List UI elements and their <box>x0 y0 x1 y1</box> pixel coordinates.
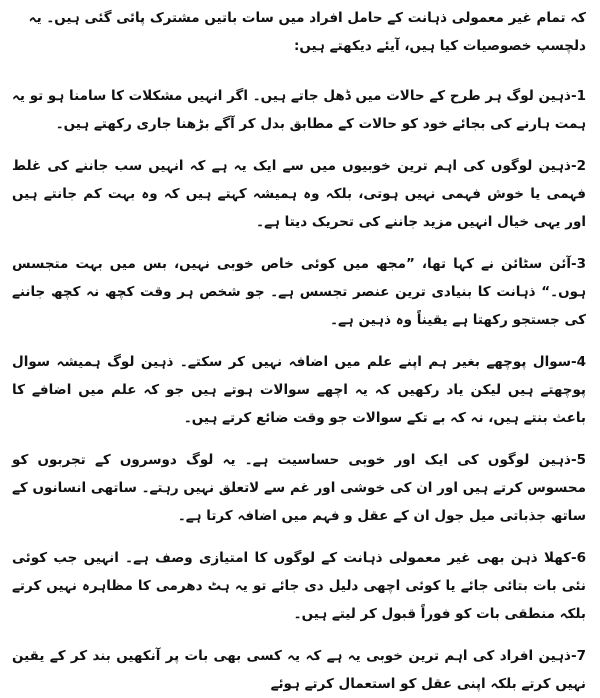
point-5-paragraph: 5-ذہین لوگوں کی ایک اور خوبی حساسیت ہے۔ یہ لوگ دوسروں کے تجربوں کو محسوس کرتے ہیں اور ان کی خوشی اور غم سے لاتعلق نہیں رہتے۔ ساتھی انسانوں کے ساتھ جذباتی میل جول ان کے عقل و فہم میں اضافہ کرتا ہے۔ <box>12 452 586 524</box>
point-3-paragraph: 3-آئن سٹائن نے کہا تھا، ”مجھ میں کوئی خاص خوبی نہیں، بس میں بہت متجسس ہوں۔“ ذہانت کا بنیادی ترین عنصر تجسس ہے۔ جو شخص ہر وقت کچھ نہ کچھ جاننے کی جستجو رکھتا ہے یقیناً وہ ذہین ہے۔ <box>12 256 586 328</box>
intro-paragraph: کہ تمام غیر معمولی ذہانت کے حامل افراد میں سات باتیں مشترک پائی گئی ہیں۔ یہ دلچسپ خصوصیات کیا ہیں، آیئے دیکھتے ہیں: <box>28 10 586 54</box>
point-7-paragraph: 7-ذہین افراد کی اہم ترین خوبی یہ ہے کہ یہ کسی بھی بات پر آنکھیں بند کر کے یقین نہیں کرتے بلکہ اپنی عقل کو استعمال کرتے ہوئے <box>12 648 586 692</box>
point-1-paragraph: 1-ذہین لوگ ہر طرح کے حالات میں ڈھل جاتے ہیں۔ اگر انہیں مشکلات کا سامنا ہو تو یہ ہمت ہارنے کی بجائے خود کو حالات کے مطابق بدل کر آگے بڑھنا جاری رکھتے ہیں۔ <box>12 88 586 132</box>
point-4-paragraph: 4-سوال پوچھے بغیر ہم اپنے علم میں اضافہ نہیں کر سکتے۔ ذہین لوگ ہمیشہ سوال پوچھتے ہیں لیکن یاد رکھیں کہ یہ اچھے سوالات ہوتے ہیں جو کہ علم میں اضافے کا باعث بنتے ہیں، نہ کہ بے تکے سوالات جو وقت ضائع کرتے ہیں۔ <box>12 354 586 426</box>
point-2-paragraph: 2-ذہین لوگوں کی اہم ترین خوبیوں میں سے ایک یہ ہے کہ انہیں سب جاننے کی غلط فہمی یا خوش فہمی نہیں ہوتی، بلکہ وہ ہمیشہ کہتے ہیں کہ وہ بہت کم جانتے ہیں اور یہی خیال انہیں مزید جاننے کی تحریک دیتا ہے۔ <box>12 158 586 230</box>
point-6-paragraph: 6-کھلا ذہن بھی غیر معمولی ذہانت کے لوگوں کا امتیازی وصف ہے۔ انہیں جب کوئی نئی بات بتائی جائے یا کوئی اچھی دلیل دی جائے تو یہ ہٹ دھرمی کا مظاہرہ نہیں کرتے بلکہ منطقی بات کو فوراً قبول کر لیتے ہیں۔ <box>12 550 586 622</box>
